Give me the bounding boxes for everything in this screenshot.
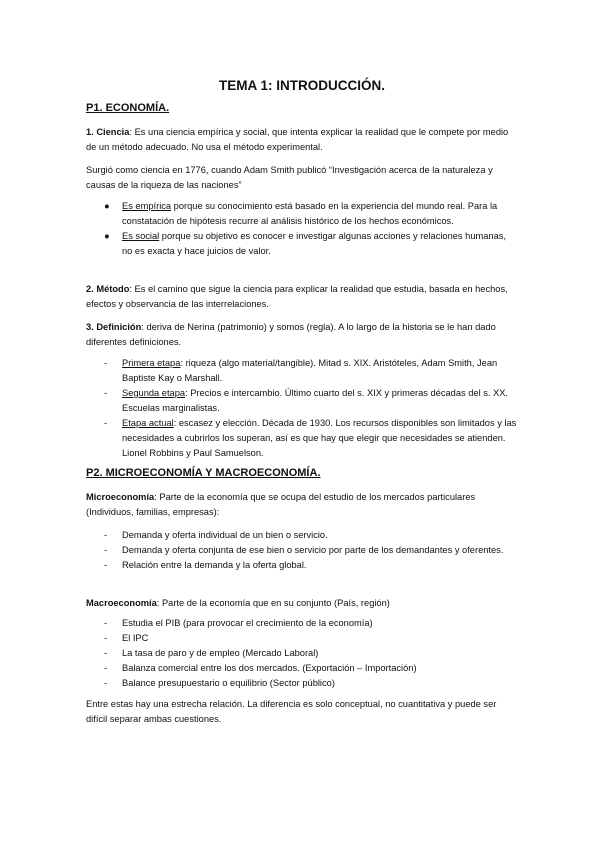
list-item	[86, 416, 518, 461]
list-item	[86, 229, 518, 259]
paragraph-ciencia	[86, 125, 518, 155]
dash-marker: -	[104, 663, 108, 673]
metodo-label: 2. Método	[86, 284, 130, 294]
dash-marker: -	[104, 618, 108, 628]
dash-marker: -	[104, 633, 108, 643]
macro-list	[86, 616, 518, 691]
dash-marker: -	[104, 418, 108, 428]
list-item	[86, 661, 518, 676]
bullet-text: porque su conocimiento está basado en la experiencia del mundo real. Para la constatación de hipótesis recurre al análisis histórico de los hechos económicos.	[122, 201, 498, 226]
section-heading-micro-macro: P2. MICROECONOMÍA Y MACROECONOMÍA.	[86, 467, 321, 479]
list-item	[86, 616, 518, 631]
dash-marker: -	[104, 678, 108, 688]
etapa-label: Etapa actual	[122, 418, 174, 428]
definicion-label: 3. Definición	[86, 322, 142, 332]
etapa-text: : riqueza (algo material/tangible). Mitad s. XIX. Aristóteles, Adam Smith, Jean Baptiste Kay o Marshall.	[122, 358, 498, 383]
paragraph-definicion	[86, 320, 518, 350]
dash-marker: -	[104, 545, 108, 555]
item-text: El IPC	[122, 633, 149, 643]
macro-label: Macroeconomía	[86, 598, 157, 608]
item-text: Estudia el PIB (para provocar el crecimiento de la economía)	[122, 618, 373, 628]
page-title: TEMA 1: INTRODUCCIÓN.	[219, 78, 385, 93]
metodo-text: : Es el camino que sigue la ciencia para explicar la realidad que estudia, basada en hechos, efectos y observancia de las interrelaciones.	[86, 284, 508, 309]
list-item	[86, 528, 518, 543]
list-item	[86, 631, 518, 646]
paragraph-microeconomia	[86, 490, 518, 520]
paragraph-macroeconomia	[86, 596, 518, 611]
bullet-icon: ●	[104, 201, 110, 211]
micro-text: : Parte de la economía que se ocupa del estudio de los mercados particulares (Individuos, familias, empresas):	[86, 492, 476, 517]
definicion-text: : deriva de Nerina (patrimonio) y somos (regla). A lo largo de la historia se le han dado diferentes definiciones.	[86, 322, 496, 347]
etapa-text: : Precios e intercambio. Último cuarto del s. XIX y primeras décadas del s. XX. Escuelas marginalistas.	[122, 388, 509, 413]
paragraph-closing: Entre estas hay una estrecha relación. La diferencia es solo conceptual, no cuantitativa y puede ser difícil separar ambas cuestiones.	[86, 699, 497, 724]
list-item	[86, 558, 518, 573]
etapa-label: Segunda etapa	[122, 388, 186, 398]
item-text: Demanda y oferta conjunta de ese bien o servicio por parte de los demandantes y oferentes.	[122, 545, 504, 555]
micro-label: Microeconomía	[86, 492, 155, 502]
bullet-icon: ●	[104, 231, 110, 241]
list-item	[86, 676, 518, 691]
bullet-label: Es empírica	[122, 201, 172, 211]
dash-marker: -	[104, 560, 108, 570]
paragraph-metodo	[86, 282, 518, 312]
list-item	[86, 199, 518, 229]
list-item	[86, 386, 518, 416]
item-text: Balance presupuestario o equilibrio (Sector público)	[122, 678, 335, 688]
list-item	[86, 543, 518, 558]
paragraph-surgio: Surgió como ciencia en 1776, cuando Adam Smith publicó “Investigación acerca de la naturaleza y causas de la riqueza de las naciones”	[86, 165, 493, 190]
list-item	[86, 356, 518, 386]
bullet-list-ciencia	[86, 199, 518, 259]
bullet-label: Es social	[122, 231, 160, 241]
etapa-text: : escasez y elección. Década de 1930. Los recursos disponibles son limitados y las necesidades a cubrirlos los superan, así es que hay que elegir que necesidades se atienden. Lionel Robbins y Paul Samuelson.	[122, 418, 517, 458]
list-item	[86, 646, 518, 661]
ciencia-label: 1. Ciencia	[86, 127, 130, 137]
etapas-list	[86, 356, 518, 461]
etapa-label: Primera etapa	[122, 358, 181, 368]
dash-marker: -	[104, 388, 108, 398]
dash-marker: -	[104, 648, 108, 658]
macro-text: : Parte de la economía que en su conjunto (País, región)	[156, 598, 390, 608]
section-heading-economia: P1. ECONOMÍA.	[86, 102, 170, 114]
item-text: Demanda y oferta individual de un bien o servicio.	[122, 530, 328, 540]
item-text: Balanza comercial entre los dos mercados. (Exportación – Importación)	[122, 663, 417, 673]
bullet-text: porque su objetivo es conocer e investigar algunas acciones y relaciones humanas, no es exacta y hace juicios de valor.	[122, 231, 506, 256]
item-text: La tasa de paro y de empleo (Mercado Laboral)	[122, 648, 319, 658]
dash-marker: -	[104, 358, 108, 368]
ciencia-text: : Es una ciencia empírica y social, que intenta explicar la realidad que le compete por medio de un método adecuado. No usa el método experimental.	[86, 127, 509, 152]
item-text: Relación entre la demanda y la oferta global.	[122, 560, 307, 570]
dash-marker: -	[104, 530, 108, 540]
micro-list	[86, 528, 518, 573]
